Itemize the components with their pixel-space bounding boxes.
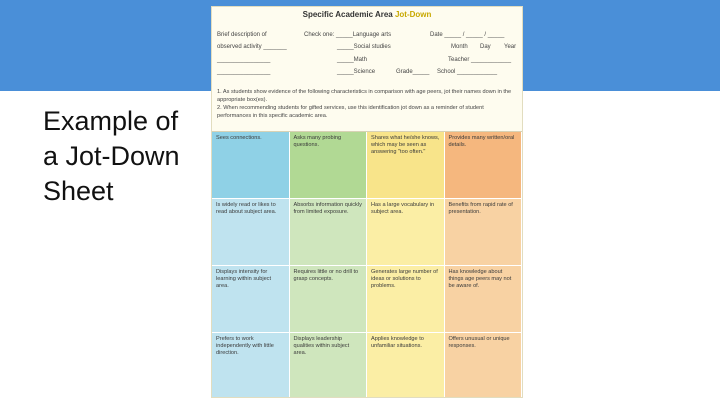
observed-activity-label: observed activity _______	[217, 44, 287, 50]
check-math: _____Math	[337, 57, 368, 63]
check-social-studies: _____Social studies	[337, 44, 391, 50]
teacher-field: Teacher ____________	[448, 57, 512, 63]
blank-line-2: ________________	[217, 69, 271, 75]
grid-cell: Shares what he/she knows, which may be seen as answering "too often."	[367, 132, 445, 199]
date-year-label: Year	[504, 44, 517, 50]
grid-cell: Has knowledge about things age peers may not be aware of.	[445, 266, 523, 333]
sheet-title-accent: Jot-Down	[394, 10, 432, 19]
date-month-label: Month	[451, 44, 468, 50]
date-day-label: Day	[480, 44, 491, 50]
grid-cell: Is widely read or likes to read about subject area.	[212, 199, 290, 266]
sheet-title-text: Specific Academic Area	[302, 10, 395, 19]
grade-field: Grade_____	[396, 69, 430, 75]
grid-cell: Asks many probing questions.	[290, 132, 368, 199]
school-field: School ____________	[437, 69, 498, 75]
grid-cell: Offers unusual or unique responses.	[445, 333, 523, 398]
grid-cell: Displays intensity for learning within subject area.	[212, 266, 290, 333]
instruction-1: 1. As students show evidence of the following characteristics in comparison with age peers, jot their names down in the appropriate box(es).	[217, 89, 512, 103]
instructions	[217, 89, 517, 121]
instruction-2: 2. When recommending students for gifted services, use this identification jot down as a reminder of student performances in this specific academic area.	[217, 105, 484, 119]
grid-cell: Absorbs information quickly from limited exposure.	[290, 199, 368, 266]
date-field: Date _____ / _____ / _____	[430, 32, 505, 38]
grid-cell: Applies knowledge to unfamiliar situations.	[367, 333, 445, 398]
grid-cell: Requires little or no drill to grasp concepts.	[290, 266, 368, 333]
grid-cell: Has a large vocabulary in subject area.	[367, 199, 445, 266]
grid-cell: Benefits from rapid rate of presentation.	[445, 199, 523, 266]
brief-description-label: Brief description of	[217, 32, 267, 38]
jot-down-sheet-image	[211, 6, 523, 398]
grid-cell: Prefers to work independently with little direction.	[212, 333, 290, 398]
blank-line-1: ________________	[217, 57, 271, 63]
grid-cell: Sees connections.	[212, 132, 290, 199]
check-one-language-arts: Check one: _____Language arts	[304, 32, 392, 38]
characteristics-grid	[212, 131, 522, 398]
grid-cell: Provides many written/oral details.	[445, 132, 523, 199]
slide-title: Example of a Jot-Down Sheet	[43, 106, 180, 206]
grid-cell: Generates large number of ideas or solutions to problems.	[367, 266, 445, 333]
grid-cell: Displays leadership qualities within subject area.	[290, 333, 368, 398]
check-science: _____Science	[337, 69, 376, 75]
sheet-title	[212, 10, 522, 19]
